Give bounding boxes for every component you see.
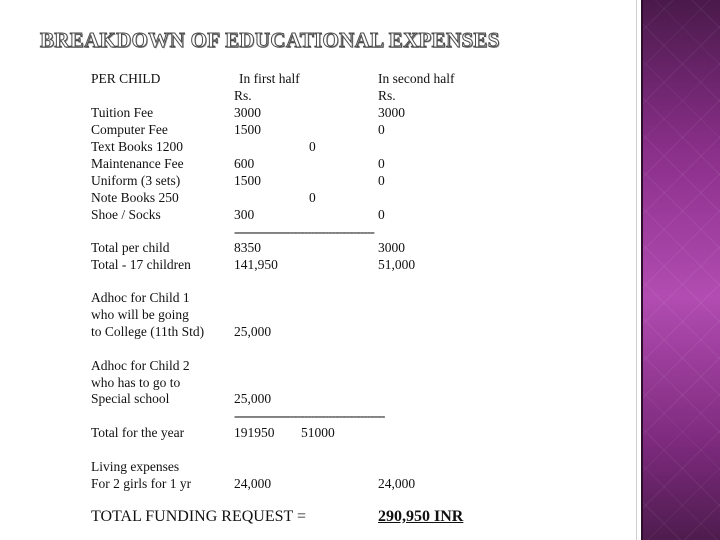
row-second-value: 0 [378, 207, 385, 222]
total-children-label: Total - 17 children [91, 257, 191, 272]
header-currency-second: Rs. [378, 88, 396, 103]
row-label: Shoe / Socks [91, 207, 161, 222]
row-first-value: 300 [234, 207, 255, 222]
header-second-half: In second half [378, 71, 455, 86]
row-first-value: 600 [234, 156, 255, 171]
row-second-value: 0 [378, 173, 385, 188]
total-per-child-second: 3000 [378, 240, 405, 255]
total-per-child-first: 8350 [234, 240, 261, 255]
living-line1: Living expenses [91, 459, 180, 474]
row-second-value: 0 [309, 139, 316, 154]
adhoc1-value: 25,000 [234, 324, 272, 339]
adhoc2-line1: Adhoc for Child 2 [91, 358, 190, 373]
divider-line: ---------------------------------------- [234, 224, 374, 239]
total-children-second: 51,000 [378, 257, 416, 272]
row-label: Text Books 1200 [91, 139, 184, 154]
row-second-value: 0 [378, 156, 385, 171]
row-label: Note Books 250 [91, 190, 179, 205]
total-children-first: 141,950 [234, 257, 278, 272]
adhoc2-line2: who has to go to [91, 375, 181, 390]
adhoc1-line2: who will be going [91, 307, 189, 322]
panel-divider [636, 0, 637, 540]
adhoc2-line3: Special school [91, 391, 170, 406]
row-second-value: 3000 [378, 105, 405, 120]
row-first-value: 1500 [234, 122, 261, 137]
total-year-first: 191950 [234, 425, 275, 440]
living-second: 24,000 [378, 476, 416, 491]
total-year-label: Total for the year [91, 425, 185, 440]
adhoc1-line1: Adhoc for Child 1 [91, 290, 190, 305]
adhoc2-value: 25,000 [234, 391, 272, 406]
decorative-side-panel [641, 0, 720, 540]
divider-line: ------------------------------------------- [234, 408, 385, 423]
header-per-child: PER CHILD [91, 71, 161, 86]
row-second-value: 0 [309, 190, 316, 205]
living-line2: For 2 girls for 1 yr [91, 476, 192, 491]
adhoc1-line3: to College (11th Std) [91, 324, 205, 339]
header-currency-first: Rs. [234, 88, 252, 103]
total-funding-label: TOTAL FUNDING REQUEST = [91, 508, 306, 525]
row-first-value: 3000 [234, 105, 261, 120]
row-first-value: 1500 [234, 173, 261, 188]
living-first: 24,000 [234, 476, 272, 491]
row-label: Maintenance Fee [91, 156, 184, 171]
header-first-half: In first half [239, 71, 300, 86]
total-funding-value: 290,950 INR [378, 508, 464, 525]
total-per-child-label: Total per child [91, 240, 170, 255]
row-label: Tuition Fee [91, 105, 154, 120]
row-second-value: 0 [378, 122, 385, 137]
row-label: Computer Fee [91, 122, 168, 137]
page-title: BREAKDOWN OF EDUCATIONAL EXPENSES [40, 28, 500, 52]
row-label: Uniform (3 sets) [91, 173, 181, 188]
total-year-second: 51000 [301, 425, 335, 440]
